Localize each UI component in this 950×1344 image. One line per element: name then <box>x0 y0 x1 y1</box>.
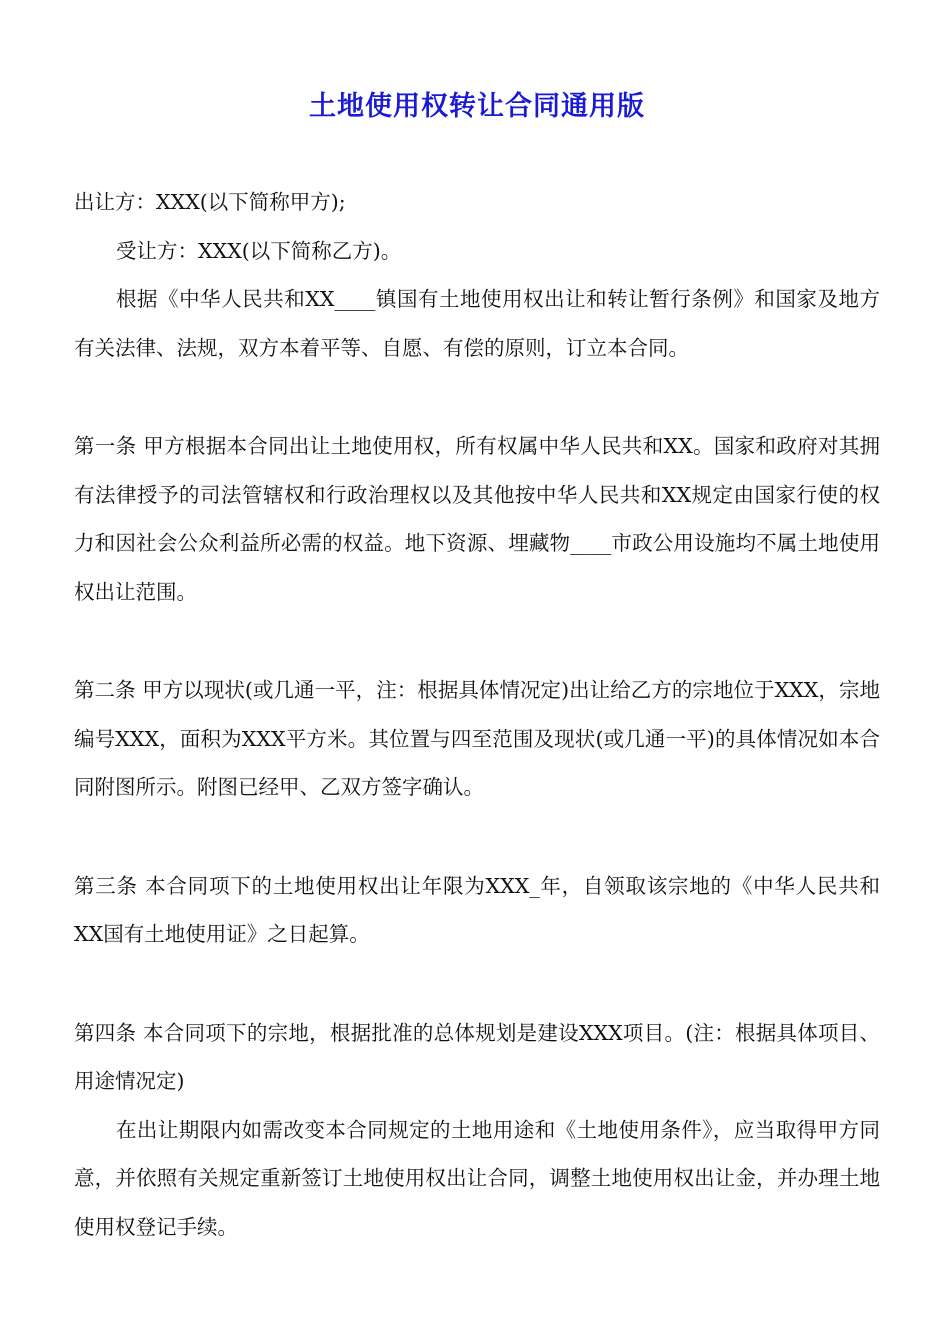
preamble-paragraph: 根据《中华人民共和XX____镇国有土地使用权出让和转让暂行条例》和国家及地方有关法律、法规，双方本着平等、自愿、有偿的原则，订立本合同。 <box>74 287 880 360</box>
article-4-paragraph: 第四条 本合同项下的宗地，根据批准的总体规划是建设XXX项目。(注：根据具体项目、用途情况定) <box>74 1020 880 1093</box>
article-2-paragraph: 第二条 甲方以现状(或几通一平，注：根据具体情况定)出让给乙方的宗地位于XXX，宗地编号XXX，面积为XXX平方米。其位置与四至范围及现状(或几通一平)的具体情况如本合同附图所示。附图已经甲、乙双方签字确认。 <box>74 678 880 799</box>
party-a-line: 出让方：XXX(以下简称甲方); <box>74 190 346 214</box>
article-3-paragraph: 第三条 本合同项下的土地使用权出让年限为XXX_年，自领取该宗地的《中华人民共和XX国有土地使用证》之日起算。 <box>74 873 880 946</box>
party-b-line: 受让方：XXX(以下简称乙方)。 <box>116 238 402 263</box>
document-title: 土地使用权转让合同通用版 <box>309 91 645 122</box>
document-body <box>74 178 880 1251</box>
article-1-paragraph: 第一条 甲方根据本合同出让土地使用权，所有权属中华人民共和XX。国家和政府对其拥有法律授予的司法管辖权和行政治理权以及其他按中华人民共和XX规定由国家行使的权力和因社会公众利益所必需的权益。地下资源、埋藏物____市政公用设施均不属土地使用权出让范围。 <box>74 434 880 604</box>
article-4-continuation-paragraph: 在出让期限内如需改变本合同规定的土地用途和《土地使用条件》，应当取得甲方同意，并依照有关规定重新签订土地使用权出让合同，调整土地使用权出让金，并办理土地使用权登记手续。 <box>74 1117 880 1239</box>
